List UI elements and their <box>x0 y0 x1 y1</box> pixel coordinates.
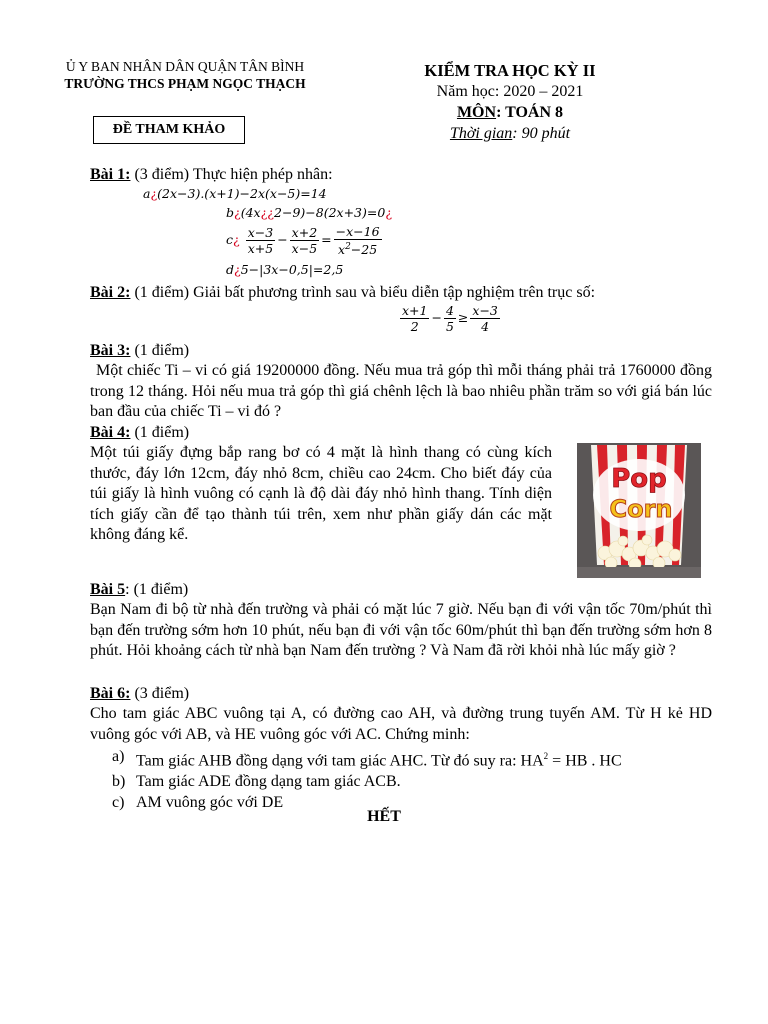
bai3-heading <box>90 341 189 362</box>
bai6-score: (3 điểm) <box>130 685 190 702</box>
end-marker: HẾT <box>367 808 401 825</box>
bai3-score: (1 điểm) <box>130 342 190 359</box>
fraction-2: $\frac{4}{5}$ <box>445 303 454 334</box>
subject-value: : TOÁN 8 <box>496 104 564 121</box>
bai3-text: Một chiếc Ti – vi có giá 19200000 đồng. Nếu mua trả góp thì mỗi tháng phải trả 1760000 đồng trong 12 tháng. Hỏi nếu mua trả góp thì giá chênh lệch là bao nhiêu phần trăm so với giá bán lúc ban đầu của chiếc Ti – vi đó ? <box>90 362 712 420</box>
list-item: a) Tam giác AHB đồng dạng với tam giác AHC. Từ đó suy ra: $HA^2$ = HB . HC <box>112 748 622 770</box>
bai1-heading <box>90 165 333 186</box>
bai5-heading <box>90 580 188 601</box>
bai1-text: (3 điểm) Thực hiện phép nhân: <box>130 166 333 183</box>
popcorn-box-image <box>577 443 701 578</box>
reference-label-box: ĐỀ THAM KHẢO <box>93 116 245 144</box>
school-name: TRƯỜNG THCS PHẠM NGỌC THẠCH <box>64 76 306 91</box>
fraction-1: $\frac{x-3}{x+5}$ <box>247 225 274 257</box>
bai2-heading <box>90 283 595 304</box>
bai1-equation-c: c¿ $\frac{x-3}{x+5}$ − $\frac{x+2}{x-5}$ = $\frac{-x-16}{x^2-25}$ <box>226 224 380 258</box>
pop-text: Pop <box>611 464 667 494</box>
bai2-label: Bài 2: <box>90 284 131 301</box>
bai6-proof-list <box>112 746 712 813</box>
list-item: b) Tam giác ADE đồng dạng tam giác ACB. <box>112 773 401 791</box>
bai1-equation-a: a¿(2x−3).(x+1)−2x(x−5)=14 <box>143 186 327 201</box>
corn-text: Corn <box>609 495 673 523</box>
committee-name: Ủ Y BAN NHÂN DÂN QUẬN TÂN BÌNH <box>65 59 305 74</box>
fraction-1: $\frac{x+1}{2}$ <box>402 303 428 334</box>
school-header <box>30 58 340 92</box>
bai6-text: Cho tam giác ABC vuông tại A, có đường cao AH, và đường trung tuyến AM. Từ H kẻ HD vuông góc với AB, và HE vuông góc với AC. Chứng minh: <box>90 705 712 743</box>
time-value: : 90 phút <box>512 125 571 142</box>
fraction-3: $\frac{x-3}{4}$ <box>472 303 498 334</box>
list-item: c) AM vuông góc với DE <box>112 794 284 812</box>
bai2-inequality: $\frac{x+1}{2}$ − $\frac{4}{5}$ ≥ $\frac{x-3}{4}$ <box>402 303 498 334</box>
fraction-3: $\frac{-x-16}{x^2-25}$ <box>335 224 380 258</box>
bai4-score: (1 điểm) <box>130 424 190 441</box>
bai4-text: Một túi giấy đựng bắp rang bơ có 4 mặt là hình thang có cùng kích thước, đáy lớn 12cm, đáy nhỏ 8cm, chiều cao 24cm. Cho biết đáy của túi giấy là hình vuông có cạnh là độ dài đáy nhỏ hình thang. Tính diện tích giấy cần để tạo thành túi trên, xem như phần giấy dán các mặt không đáng kể. <box>90 444 552 543</box>
bai1-equation-b: b¿(4x¿¿2−9)−8(2x+3)=0¿ <box>226 205 393 220</box>
bai5-score: : (1 điểm) <box>125 581 189 598</box>
school-year: Năm học: 2020 – 2021 <box>436 83 584 100</box>
exam-header <box>410 60 610 144</box>
exam-title: KIỂM TRA HỌC KỲ II <box>424 61 596 80</box>
subject-line <box>410 102 610 123</box>
bai5-text: Bạn Nam đi bộ từ nhà đến trường và phải có mặt lúc 7 giờ. Nếu bạn đi với vận tốc 70m/phút thì bạn đến trường sớm hơn 10 phút, nếu bạn đi với vận tốc 60m/phút thì bạn đến trường sớm hơn 8 phút. Hỏi khoảng cách từ nhà bạn Nam đến trường ? Và Nam đã rời khỏi nhà lúc mấy giờ ? <box>90 601 712 659</box>
bai3-label: Bài 3: <box>90 342 131 359</box>
time-prefix: Thời gian <box>449 125 513 142</box>
bai1-equation-d: d¿5−|3x−0,5|=2,5 <box>226 262 344 277</box>
bai6-label: Bài 6: <box>90 685 131 702</box>
bai5-label: Bài 5 <box>90 581 126 598</box>
bai4-heading <box>90 423 189 444</box>
bai6-heading <box>90 684 189 705</box>
bai2-text: (1 điểm) Giải bất phương trình sau và biểu diễn tập nghiệm trên trục số: <box>130 284 596 301</box>
subject-prefix: MÔN <box>456 104 497 121</box>
bai1-label: Bài 1: <box>90 166 131 183</box>
time-line <box>410 123 610 144</box>
bai4-label: Bài 4: <box>90 424 131 441</box>
popcorn-box-illustration <box>577 443 701 578</box>
fraction-2: $\frac{x+2}{x-5}$ <box>291 225 318 257</box>
